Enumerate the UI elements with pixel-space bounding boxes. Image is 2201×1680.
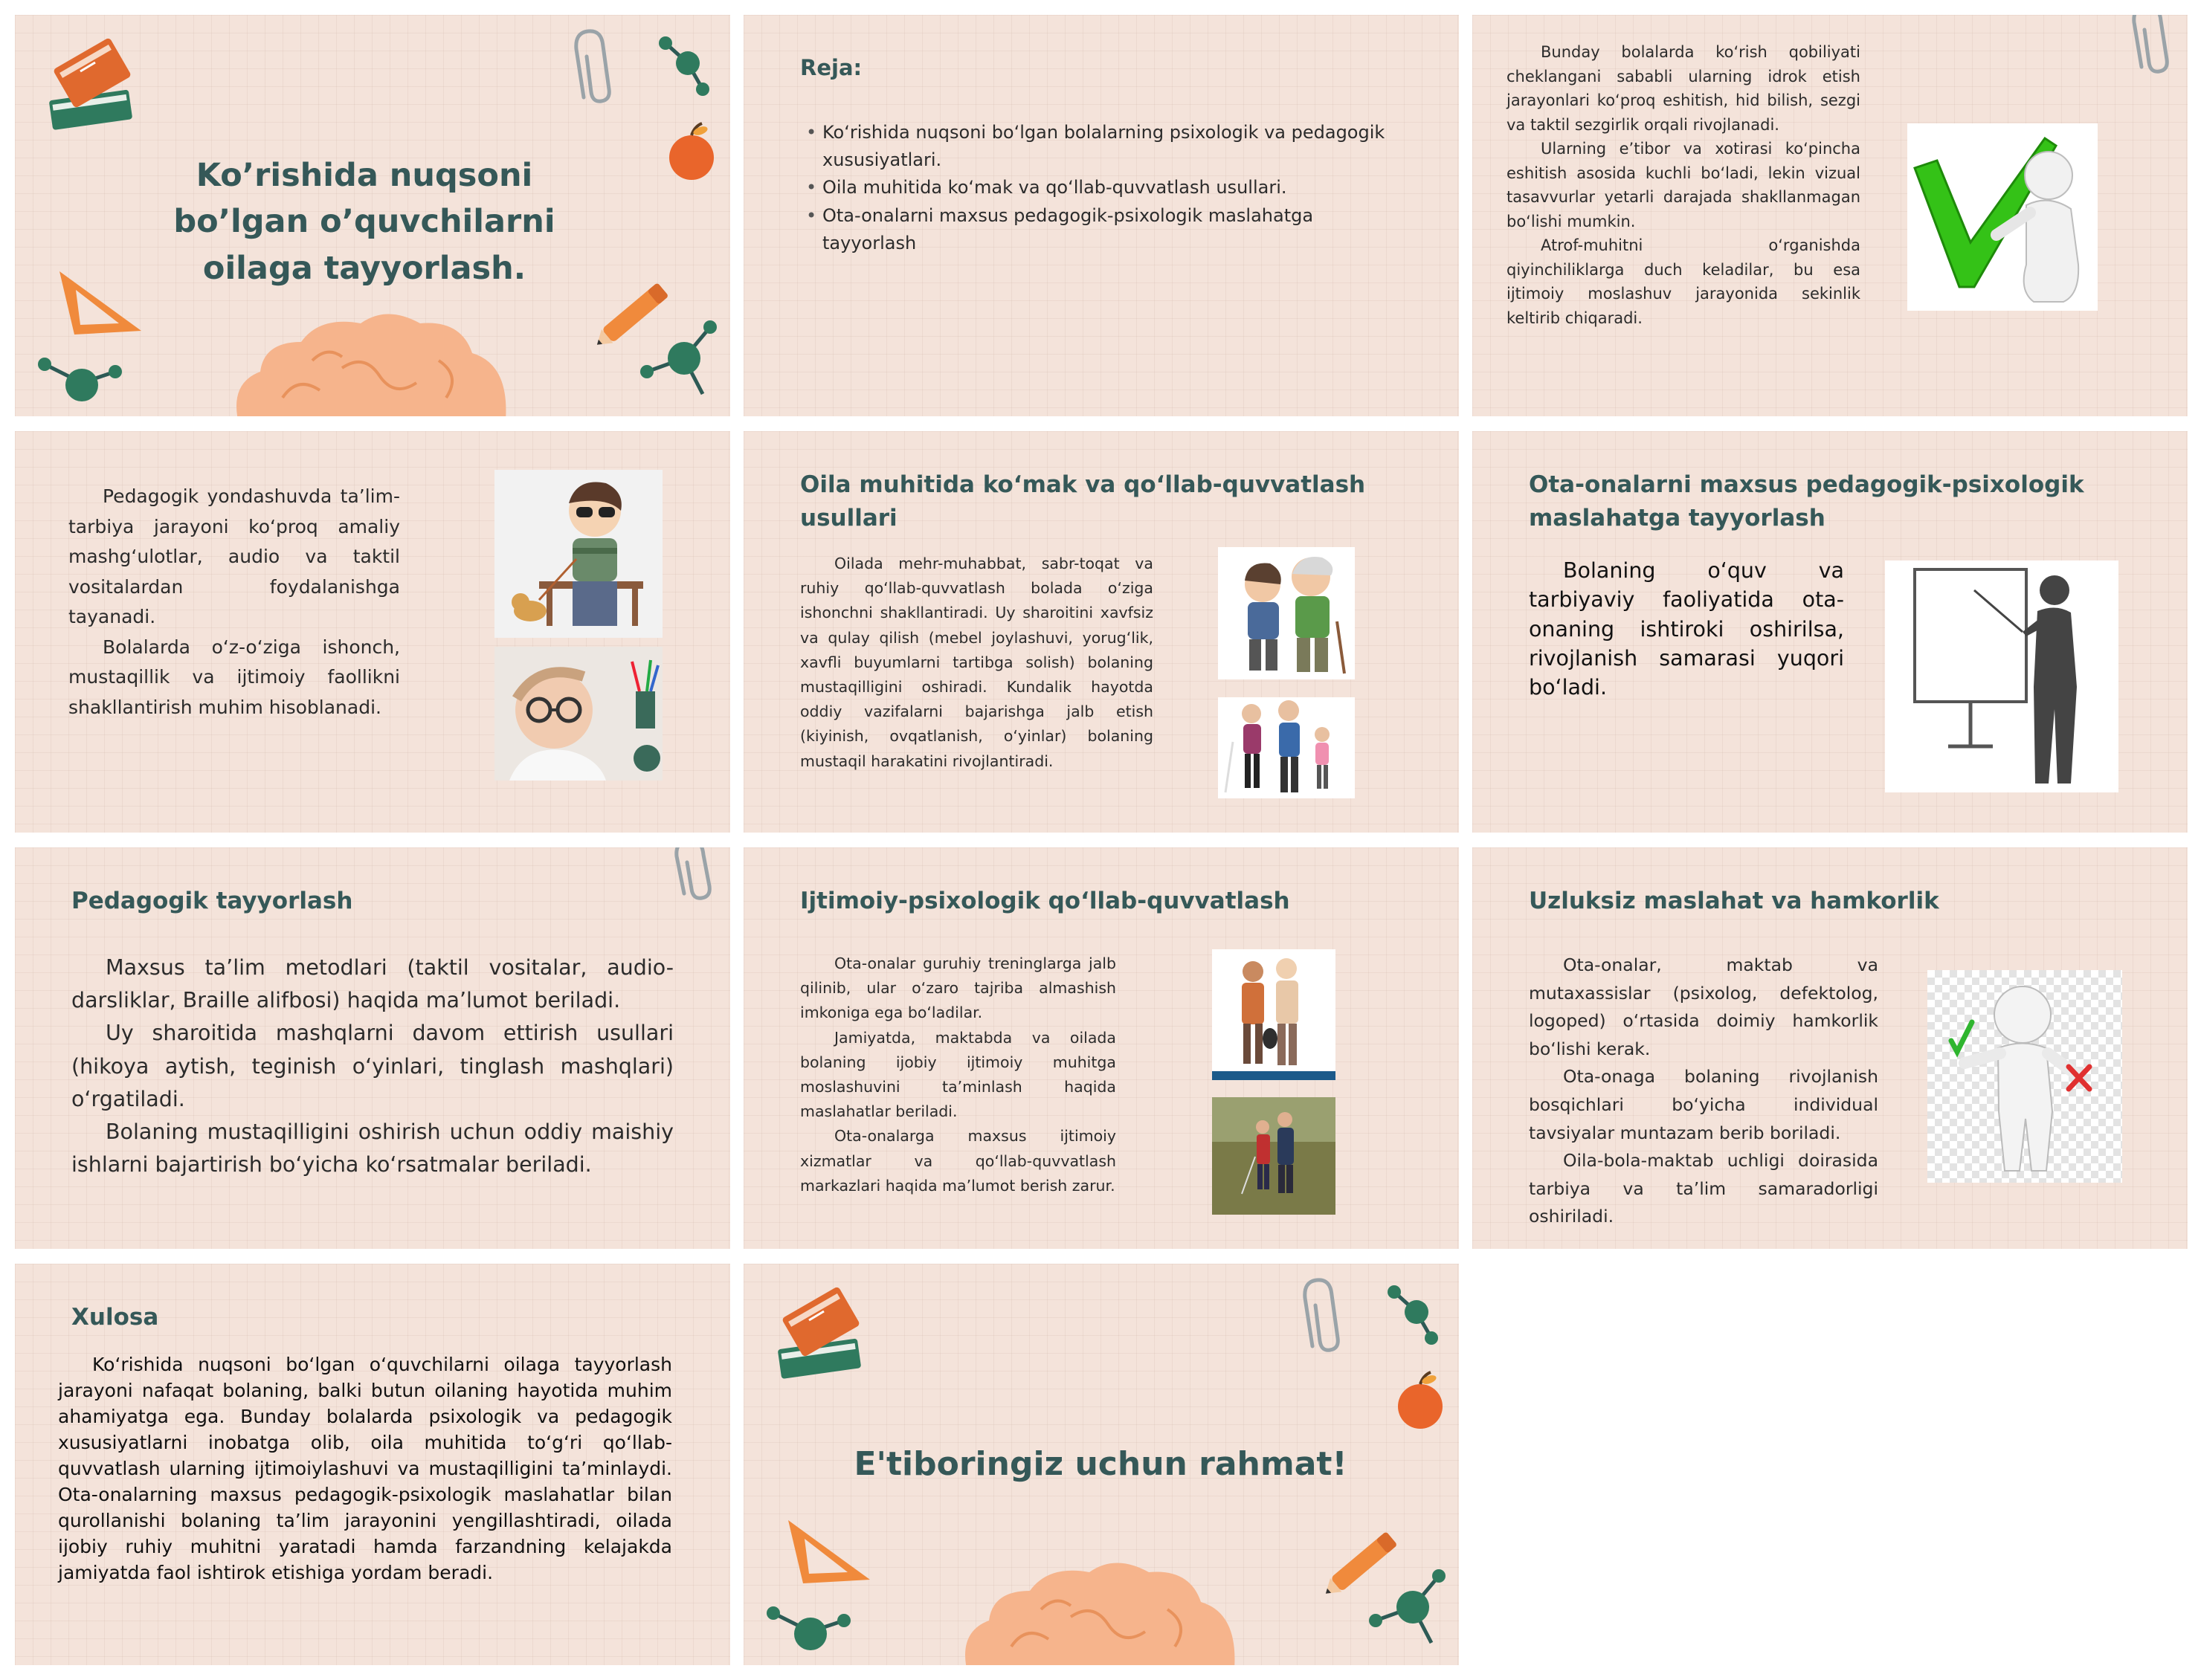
brain-icon — [223, 301, 521, 416]
triangle-ruler-icon — [781, 1498, 877, 1587]
paragraph: Ota-onaga bolaning rivojlanish bosqichlari bo‘yicha individual tavsiyalar muntazam berib boriladi. — [1529, 1066, 1878, 1143]
list-item: • Oila muhitida ko‘mak va qo‘llab-quvvatlash usullari. — [803, 174, 1398, 201]
paragraph: Bunday bolalarda ko‘rish qobiliyati cheklangani sababli ularning idrok etish jarayonlari ko‘proq eshitish, hid bilish, sezgi va taktil sezgirlik orqali rivojlanadi. — [1506, 43, 1860, 134]
family-walk-image — [1218, 697, 1355, 798]
checkmark-figure-image — [1907, 123, 2098, 311]
triangle-ruler-icon — [52, 249, 149, 338]
books-icon — [37, 36, 149, 155]
slide-plan — [744, 15, 1459, 416]
apple-icon — [1390, 1368, 1450, 1435]
paragraph: Bolalarda o‘z-o‘ziga ishonch, mustaqillik va ijtimoiy faollikni shakllantirish muhim hisoblanadi. — [68, 636, 400, 718]
paragraph: Uy sharoitida mashqlarni davom ettirish usullari (hikoya aytish, teginish o‘yinlari, tinglash mashqlari) o‘rgatiladi. — [71, 1021, 674, 1111]
child-glasses-image — [494, 647, 663, 781]
blind-boy-icon — [494, 470, 663, 638]
conclusion-text — [58, 1351, 672, 1586]
characteristics-text — [1506, 40, 1860, 331]
slide-continuous-consultation — [1472, 847, 2188, 1249]
checkmark-figure-icon — [1907, 123, 2098, 311]
apple-icon — [662, 119, 721, 186]
molecule-icon — [651, 30, 718, 104]
molecule-icon — [758, 1591, 863, 1665]
paragraph: Oilada mehr-muhabbat, sabr-toqat va ruhiy qo‘llab-quvvatlash bolada o‘ziga ishonchni shakllantiradi. Uy sharoitini xavfsiz va qulay qilish (mebel joylashuvi, yorug‘lik, xavfli buyumlarni tartibga solish) bolaning mustaqilligini oshiradi. Kundalik hayotda oddiy vazifalarni bajarishga jalb etish (kiyinish, ovqatlanish, o‘yinlar) bolaning mustaqil harakatini rivojlantiradi. — [800, 555, 1153, 770]
paragraph: Pedagogik yondashuvda ta’lim-tarbiya jarayoni ko‘proq amaliy mashg‘ulotlar, audio va taktil vositalardan foydalanishga tayanadi. — [68, 485, 400, 627]
guided-walk-image — [1212, 949, 1335, 1080]
slide-pedagogical-approach — [15, 431, 730, 833]
continuous-consultation-text — [1529, 952, 1878, 1231]
guided-walk-icon — [1212, 949, 1335, 1080]
family-support-heading: Oila muhitida ko‘mak va qo‘llab-quvvatlash usullari — [800, 471, 1366, 532]
paragraph: Atrof-muhitni o‘rganishda qiyinchiliklarga duch keladilar, bu esa ijtimoiy moslashuv jarayonida sekinlik keltirib chiqaradi. — [1506, 236, 1860, 328]
molecule-icon — [30, 342, 134, 416]
social-support-heading: Ijtimoiy-psixologik qo‘llab-quvvatlash — [800, 888, 1290, 914]
paragraph: Bolaning o‘quv va tarbiyaviy faoliyatida ota-onaning ishtiroki oshirilsa, rivojlanish samarasi yuqori bo‘ladi. — [1529, 558, 1844, 700]
continuous-consultation-heading: Uzluksiz maslahat va hamkorlik — [1529, 888, 1939, 914]
child-glasses-icon — [494, 647, 663, 781]
slide-title — [15, 15, 730, 416]
slide-pedagogical-preparation — [15, 847, 730, 1249]
paperclip-icon — [2127, 15, 2171, 82]
paragraph: Ota-onalar, maktab va mutaxassislar (psixolog, defektolog, logoped) o‘rtasida doimiy hamkorlik bo‘lishi kerak. — [1529, 954, 1878, 1059]
molecule-icon — [636, 312, 725, 401]
paragraph: Bolaning mustaqilligini oshirish uchun oddiy maishiy ishlarni bajartirish bo‘yicha ko‘rsatmalar beriladi. — [71, 1119, 674, 1177]
parent-consultation-text — [1529, 556, 1844, 702]
slide-parent-consultation — [1472, 431, 2188, 833]
pedagogical-preparation-heading: Pedagogik tayyorlash — [71, 888, 353, 914]
slide-conclusion — [15, 1264, 730, 1665]
plan-list — [803, 119, 1398, 257]
paragraph: Maxsus ta’lim metodlari (taktil vositalar, audio-darsliklar, Braille alifbosi) haqida ma’lumot beriladi. — [71, 955, 674, 1013]
slide-family-support — [744, 431, 1459, 833]
molecule-icon — [1364, 1561, 1454, 1650]
grandparents-image — [1218, 547, 1355, 679]
slide-social-support — [744, 847, 1459, 1249]
paragraph: Ko‘rishida nuqsoni bo‘lgan o‘quvchilarni oilaga tayyorlash jarayoni nafaqat bolaning, balki butun oilaning hayotida muhim ahamiyatga ega. Bunday bolalarda psixologik va pedagogik xususiyatlarni inobatga olib, oila muhitida to‘g‘ri qo‘llab-quvvatlash ularning ijtimoiylashuvi va mustaqilligini ta’minlaydi. Ota-onalarning maxsus pedagogik-psixologik maslahatlar bilan qurollanishi bolaning ta’lim jarayonini yengillashtiradi, oilada ijobiy ruhiy muhitni yaratadi hamda farzandning kelajakda jamiyatda faol ishtirok etishiga yordam beradi. — [58, 1354, 672, 1583]
brain-icon — [952, 1550, 1249, 1665]
paragraph: Ularning e’tibor va xotirasi ko‘pincha eshitish asosida kuchli bo‘ladi, lekin vizual tasavvurlar yetarli darajada shakllanmagan bo‘lishi mumkin. — [1506, 140, 1860, 230]
list-item: • Ota-onalarni maxsus pedagogik-psixologik maslahatga tayyorlash — [803, 202, 1398, 257]
family-walk-icon — [1218, 697, 1355, 798]
slide-thanks — [744, 1264, 1459, 1665]
paragraph: Ota-onalarga maxsus ijtimoiy xizmatlar va qo‘llab-quvvatlash markazlari haqida ma’lumot berish zarur. — [800, 1127, 1116, 1195]
grandparents-icon — [1218, 547, 1355, 679]
parent-consultation-heading: Ota-onalarni maxsus pedagogik-psixologik maslahatga tayyorlash — [1529, 471, 2084, 532]
blind-boy-image — [494, 470, 663, 638]
presenter-icon — [1885, 560, 2118, 792]
approach-text — [68, 482, 400, 723]
molecule-icon — [1379, 1279, 1446, 1353]
plan-heading: Reja: — [800, 55, 863, 80]
pedagogical-preparation-text — [71, 952, 674, 1181]
outdoor-walk-icon — [1212, 1097, 1335, 1215]
conclusion-heading: Xulosa — [71, 1304, 159, 1331]
family-support-text — [800, 552, 1153, 774]
paragraph: Jamiyatda, maktabda va oilada bolaning ijobiy ijtimoiy muhitga moslashuvini ta’minlash haqida maslahatlar beriladi. — [800, 1028, 1116, 1121]
checklist-figure-image — [1927, 970, 2122, 1183]
presenter-image — [1885, 560, 2118, 792]
list-item: • Ko‘rishida nuqsoni bo‘lgan bolalarning psixologik va pedagogik xususiyatlari. — [803, 119, 1398, 174]
outdoor-walk-image — [1212, 1097, 1335, 1215]
paperclip-icon — [1298, 1276, 1342, 1357]
paragraph: Ota-onalar guruhiy treninglarga jalb qilinib, ular o‘zaro tajriba almashish imkoniga ega bo‘ladilar. — [800, 954, 1116, 1022]
paperclip-icon — [569, 27, 613, 109]
checklist-figure-icon — [1927, 970, 2122, 1183]
thanks-text: E'tiboringiz uchun rahmat! — [854, 1445, 1347, 1483]
paragraph: Oila-bola-maktab uchligi doirasida tarbiya va ta’lim samaradorligi oshiriladi. — [1529, 1150, 1878, 1227]
slide-characteristics — [1472, 15, 2188, 416]
slide-title-text: Ko’rishida nuqsoni bo’lgan o’quvchilarni oilaga tayyorlash. — [173, 157, 555, 287]
books-icon — [766, 1285, 877, 1403]
social-support-text — [800, 952, 1116, 1198]
